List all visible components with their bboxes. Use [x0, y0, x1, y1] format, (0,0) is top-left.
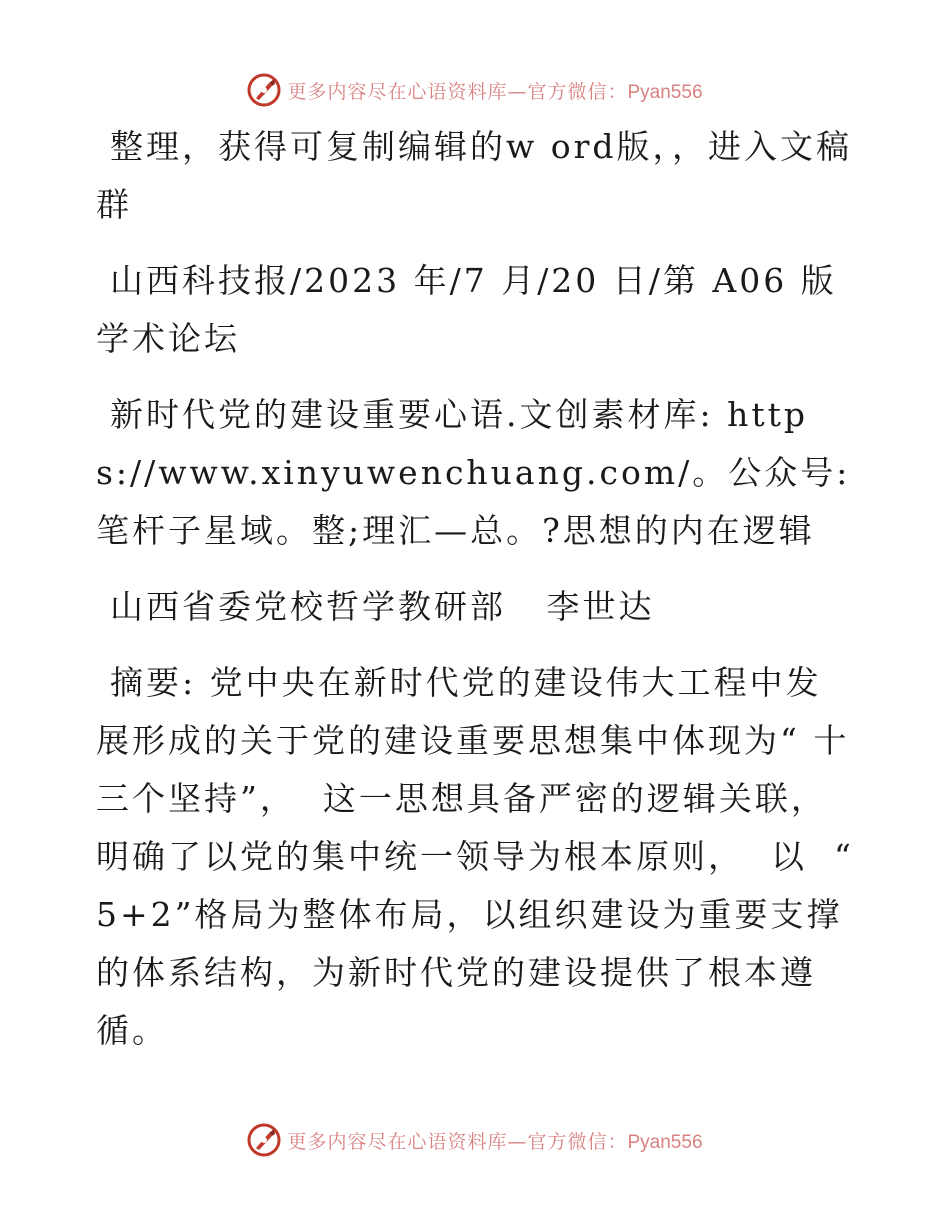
- paragraph-intro-note: 整理，获得可复制编辑的w ord版，，进入文稿群: [96, 127, 853, 224]
- header-watermark-text: 更多内容尽在心语资料库—官方微信：Pyan556: [287, 80, 703, 103]
- footer-watermark-banner: [0, 1118, 950, 1162]
- document-body: [96, 118, 868, 1078]
- paragraph-source-citation: 山西科技报/2023 年/7 月/20 日/第 A06 版学术论坛: [96, 261, 837, 358]
- footer-wechat-handle: Pyan556: [627, 1131, 703, 1153]
- footer-watermark-text: 更多内容尽在心语资料库—官方微信：Pyan556: [287, 1130, 703, 1153]
- paragraph-title-line: 新时代党的建设重要心语.文创素材库: https://www.xinyuwenchuang.com/。公众号: 笔杆子星域。整;理汇—总。?思想的内在逻辑: [96, 395, 864, 550]
- paragraph-abstract: 摘要: 党中央在新时代党的建设伟大工程中发展形成的关于党的建设重要思想集中体现为“ 十三个坚持”， 这一思想具备严密的逻辑关联， 明确了以党的集中统一领导为根本原则， 以 “ 5+2”格局为整体布局，以组织建设为重要支撑的体系结构，为新时代党的建设提供了根本遵循。: [96, 663, 868, 1050]
- header-wechat-handle: Pyan556: [627, 81, 703, 103]
- quill-pen-logo-icon: [247, 73, 281, 107]
- header-watermark-banner: [0, 68, 950, 112]
- paragraph-author-line: 山西省委党校哲学教研部 李世达: [110, 587, 655, 626]
- quill-pen-logo-icon: [247, 1123, 281, 1157]
